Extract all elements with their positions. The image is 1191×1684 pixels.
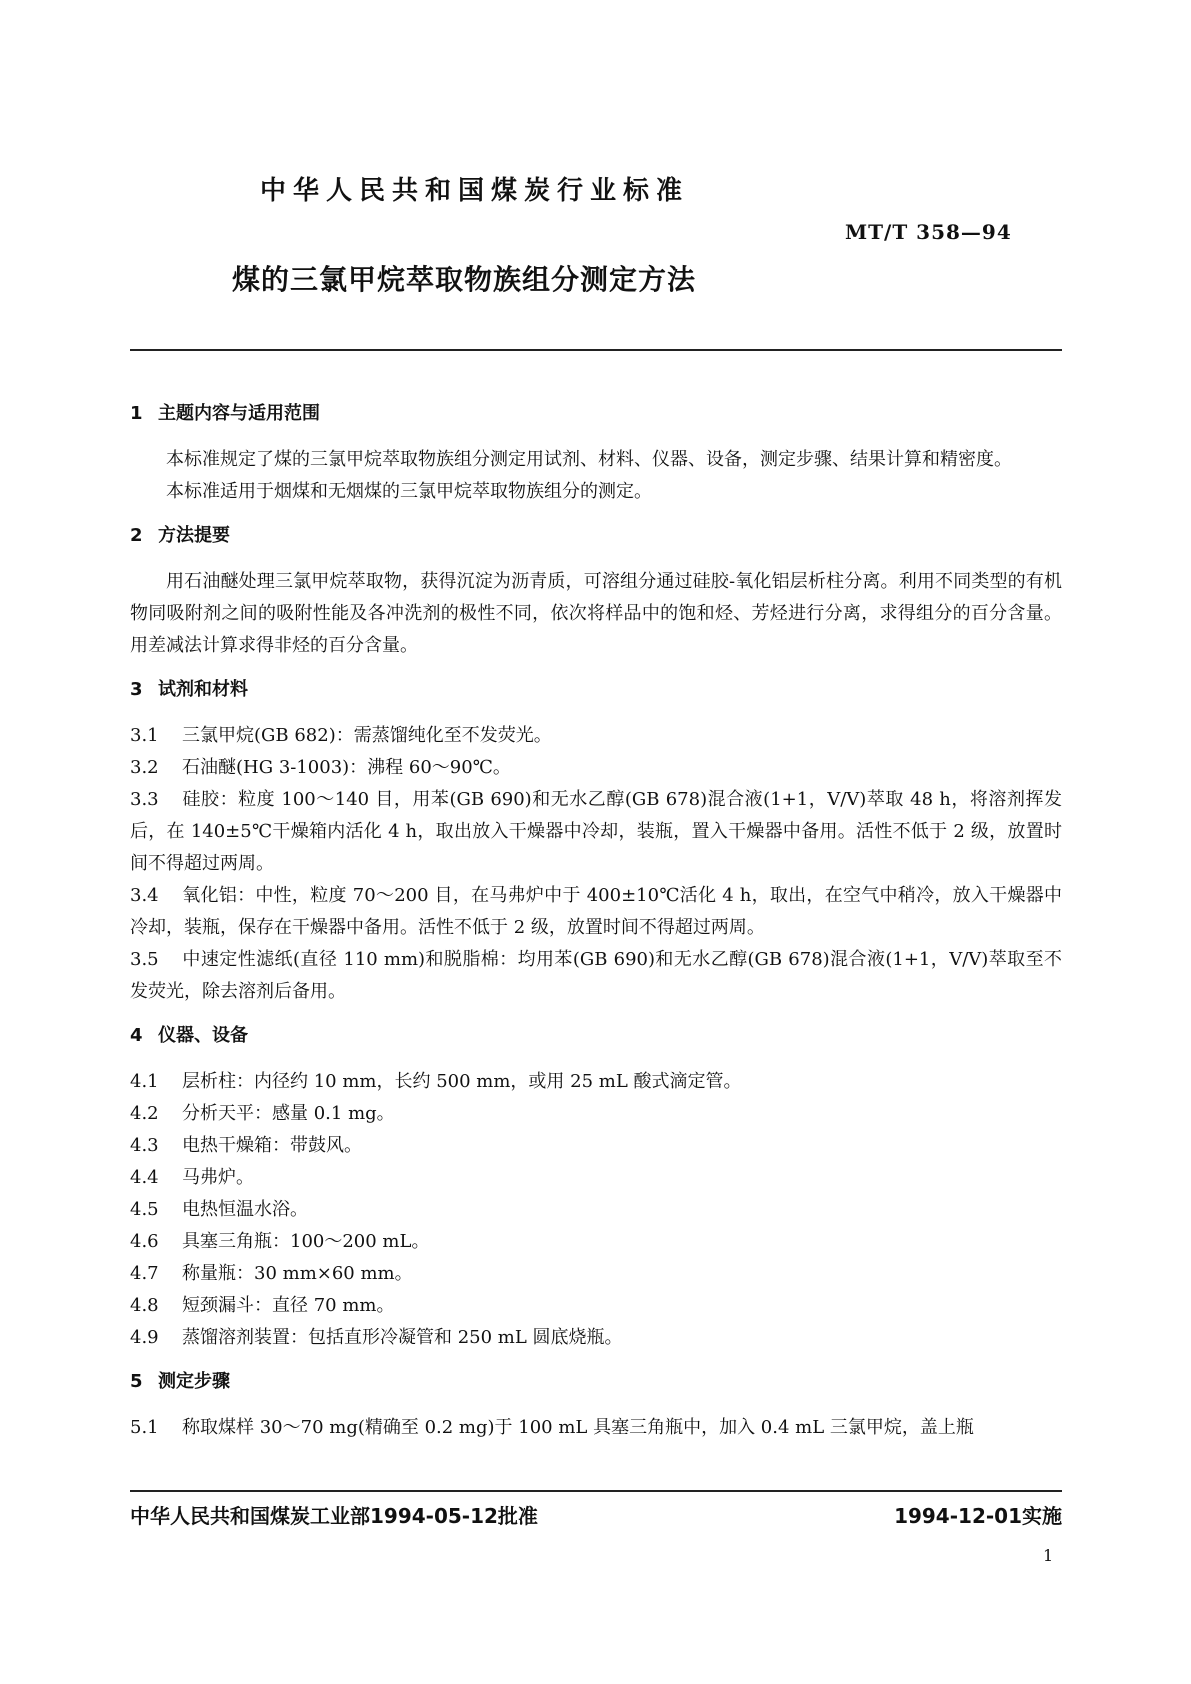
item-text: 电热干燥箱：带鼓风。 [182,1135,362,1156]
page-number: 1 [1043,1546,1054,1565]
item-text: 硅胶：粒度 100～140 目，用苯(GB 690)和无水乙醇(GB 678)混合液(1+1，V/V)萃取 48 h，将溶剂挥发后，在 140±5℃干燥箱内活化 4 h，取出放入干燥器中冷却，装瓶，置入干燥器中备用。活性不低于 2 级，放置时间不得超过两周。 [130,789,1062,874]
item-text: 马弗炉。 [182,1167,254,1188]
item-text: 电热恒温水浴。 [182,1199,308,1220]
item-text: 氧化铝：中性，粒度 70～200 目，在马弗炉中于 400±10℃活化 4 h，取出，在空气中稍冷，放入干燥器中冷却，装瓶，保存在干燥器中备用。活性不低于 2 级，放置时间不得超过两周。 [130,885,1062,938]
document-body [130,398,1062,1444]
item-number: 3.2 [130,757,159,778]
list-item [130,1162,1062,1194]
list-item [130,1290,1062,1322]
item-number: 4.7 [130,1263,159,1284]
section-heading-1 [130,398,1062,430]
list-item [130,1258,1062,1290]
item-text: 短颈漏斗：直径 70 mm。 [182,1295,395,1316]
section-heading-5 [130,1366,1062,1398]
item-number: 3.5 [130,949,159,970]
section-title: 方法提要 [158,525,230,546]
section-title: 仪器、设备 [158,1025,248,1046]
item-text: 具塞三角瓶：100～200 mL。 [182,1231,430,1252]
section-title: 测定步骤 [158,1371,230,1392]
list-item [130,1098,1062,1130]
item-number: 4.6 [130,1231,159,1252]
list-item [130,752,1062,784]
list-item [130,880,1062,944]
item-text: 石油醚(HG 3-1003)：沸程 60～90℃。 [182,757,511,778]
item-number: 4.9 [130,1327,159,1348]
list-item [130,1412,1062,1444]
item-text: 中速定性滤纸(直径 110 mm)和脱脂棉：均用苯(GB 690)和无水乙醇(GB 678)混合液(1+1，V/V)萃取至不发荧光，除去溶剂后备用。 [130,949,1062,1002]
section-heading-3 [130,674,1062,706]
implementation-line: 1994-12-01实施 [894,1504,1062,1528]
section-number: 3 [130,679,143,700]
list-item [130,720,1062,752]
item-number: 5.1 [130,1417,159,1438]
section-number: 2 [130,525,143,546]
item-number: 4.3 [130,1135,159,1156]
list-item [130,1194,1062,1226]
paragraph: 本标准规定了煤的三氯甲烷萃取物族组分测定用试剂、材料、仪器、设备，测定步骤、结果计算和精密度。 [166,449,1012,470]
item-text: 层析柱：内径约 10 mm，长约 500 mm，或用 25 mL 酸式滴定管。 [182,1071,742,1092]
item-number: 3.1 [130,725,159,746]
list-item [130,944,1062,1008]
list-item [130,1226,1062,1258]
item-number: 4.5 [130,1199,159,1220]
spacer [130,662,1062,674]
section-number: 1 [130,403,143,424]
header-divider [130,349,1062,351]
list-item [130,1322,1062,1354]
item-text: 分析天平：感量 0.1 mg。 [182,1103,395,1124]
paragraph: 本标准适用于烟煤和无烟煤的三氯甲烷萃取物族组分的测定。 [166,481,652,502]
item-text: 三氯甲烷(GB 682)：需蒸馏纯化至不发荧光。 [182,725,552,746]
item-number: 4.2 [130,1103,159,1124]
standard-number: MT/T 358—94 [845,220,1012,244]
item-number: 4.1 [130,1071,159,1092]
paragraph: 用石油醚处理三氯甲烷萃取物，获得沉淀为沥青质，可溶组分通过硅胶-氧化铝层析柱分离。利用不同类型的有机物同吸附剂之间的吸附性能及各冲洗剂的极性不同，依次将样品中的饱和烃、芳烃进行分离，求得组分的百分含量。用差减法计算求得非烃的百分含量。 [130,571,1062,656]
section-heading-4 [130,1020,1062,1052]
item-number: 3.3 [130,789,159,810]
spacer [130,508,1062,520]
approval-line: 中华人民共和国煤炭工业部1994-05-12批准 [130,1504,538,1528]
item-text: 称量瓶：30 mm×60 mm。 [182,1263,413,1284]
standard-category: 中华人民共和国煤炭行业标准 [260,176,690,206]
item-text: 称取煤样 30～70 mg(精确至 0.2 mg)于 100 mL 具塞三角瓶中，加入 0.4 mL 三氯甲烷，盖上瓶 [182,1417,974,1438]
document-title: 煤的三氯甲烷萃取物族组分测定方法 [232,263,697,296]
spacer [130,1354,1062,1366]
list-item [130,1130,1062,1162]
footer-divider [130,1490,1062,1492]
section-title: 试剂和材料 [158,679,248,700]
section-number: 4 [130,1025,143,1046]
section-title: 主题内容与适用范围 [158,403,320,424]
section-number: 5 [130,1371,143,1392]
item-text: 蒸馏溶剂装置：包括直形冷凝管和 250 mL 圆底烧瓶。 [182,1327,623,1348]
list-item [130,784,1062,880]
item-number: 4.8 [130,1295,159,1316]
spacer [130,1008,1062,1020]
item-number: 4.4 [130,1167,159,1188]
section-heading-2 [130,520,1062,552]
list-item [130,1066,1062,1098]
item-number: 3.4 [130,885,159,906]
